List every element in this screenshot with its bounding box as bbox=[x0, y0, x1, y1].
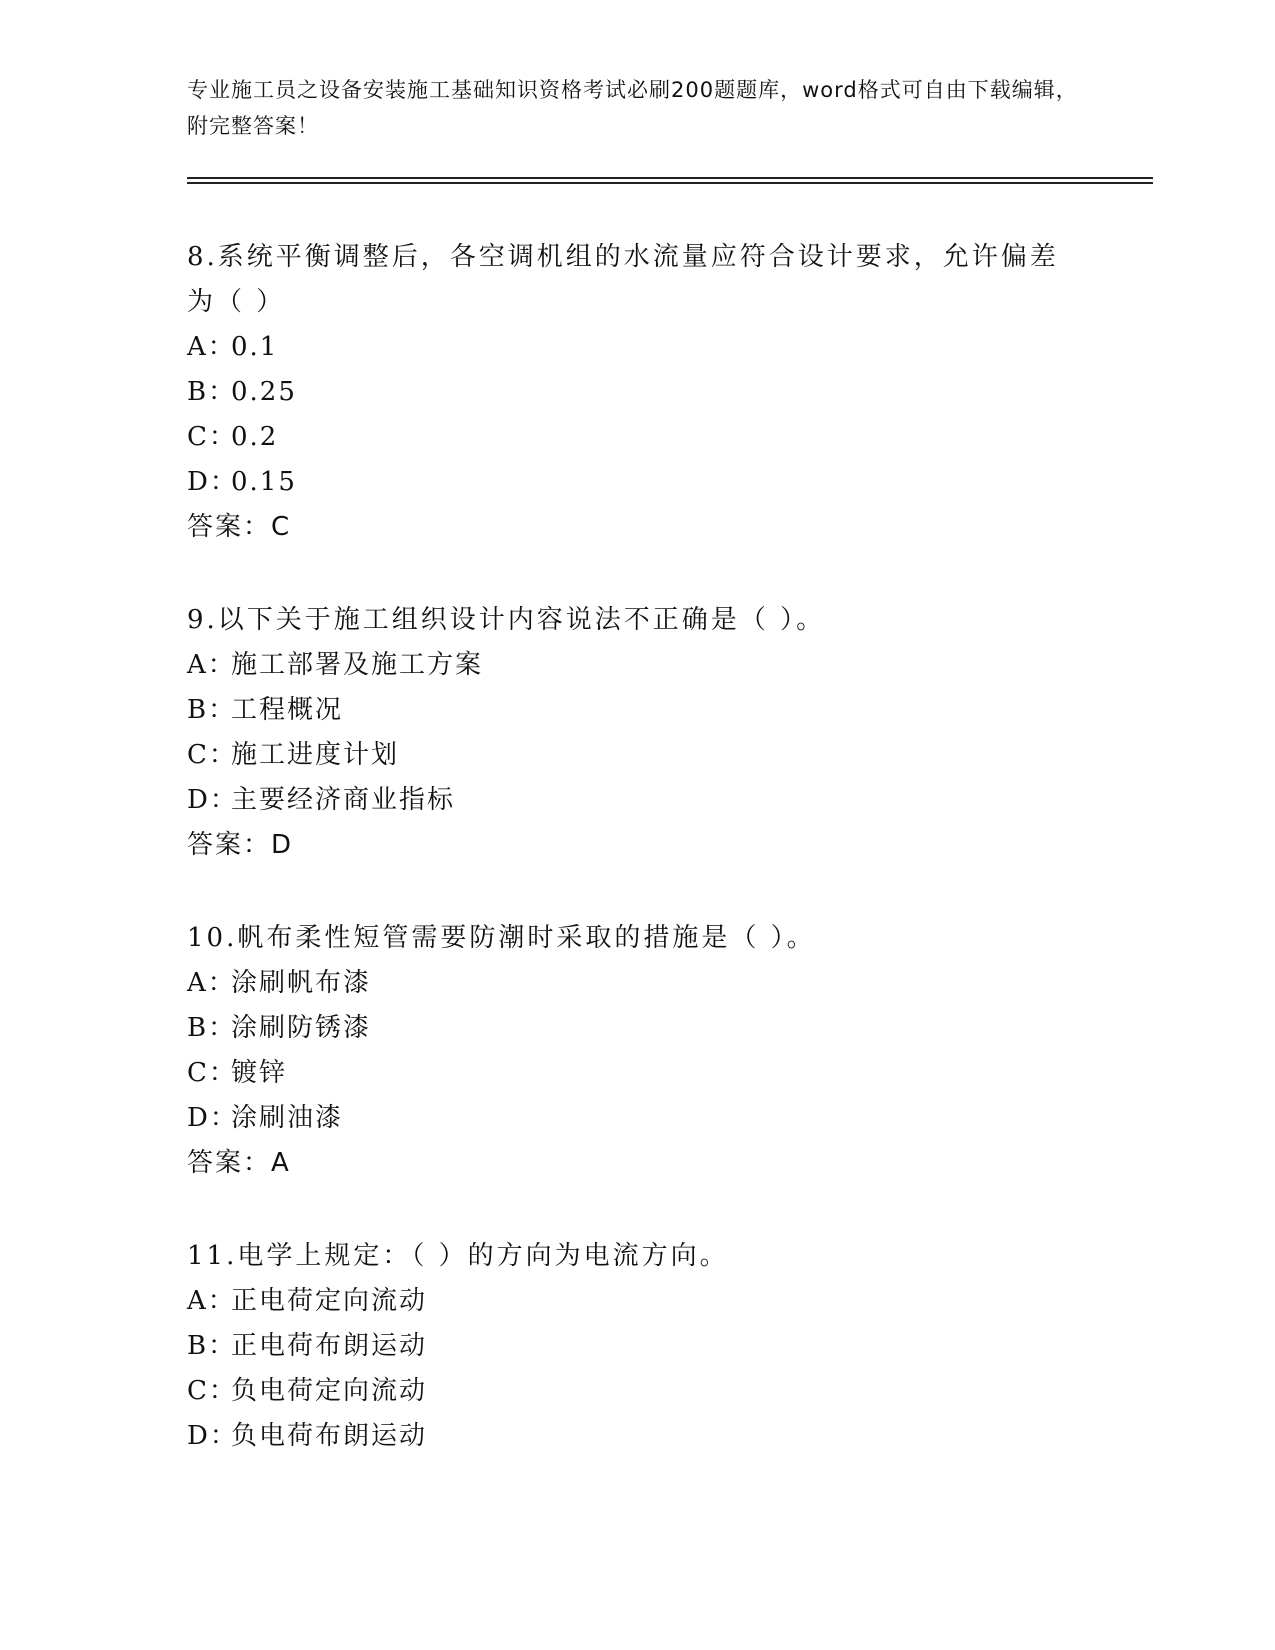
option-text: 镀锌 bbox=[231, 1058, 288, 1088]
option-c bbox=[187, 415, 1067, 460]
option-text: 施工部署及施工方案 bbox=[231, 650, 484, 680]
option-key: A： bbox=[187, 650, 236, 680]
option-text: 施工进度计划 bbox=[231, 740, 400, 770]
option-text: 涂刷油漆 bbox=[231, 1103, 344, 1133]
option-key: D： bbox=[187, 1103, 238, 1133]
option-key: D： bbox=[187, 467, 238, 497]
option-text: 主要经济商业指标 bbox=[231, 785, 456, 815]
option-b bbox=[187, 1006, 1067, 1051]
option-text: 负电荷布朗运动 bbox=[231, 1421, 428, 1451]
option-text: 工程概况 bbox=[231, 695, 344, 725]
option-text: 正电荷定向流动 bbox=[231, 1286, 428, 1316]
option-a bbox=[187, 325, 1067, 370]
option-a bbox=[187, 1279, 1067, 1324]
option-b bbox=[187, 688, 1067, 733]
option-text: 0.2 bbox=[231, 422, 279, 452]
option-key: A： bbox=[187, 1286, 236, 1316]
question-8 bbox=[187, 235, 1067, 550]
question-9 bbox=[187, 598, 1067, 868]
option-key: C： bbox=[187, 1058, 237, 1088]
option-key: B： bbox=[187, 1331, 237, 1361]
option-key: C： bbox=[187, 1376, 237, 1406]
document-header: 专业施工员之设备安装施工基础知识资格考试必刷200题题库，word格式可自由下载编辑，附完整答案！ bbox=[187, 78, 1078, 138]
option-a bbox=[187, 961, 1067, 1006]
option-key: B： bbox=[187, 1013, 237, 1043]
option-key: D： bbox=[187, 785, 238, 815]
question-11 bbox=[187, 1234, 1067, 1459]
option-key: B： bbox=[187, 695, 237, 725]
option-text: 0.1 bbox=[231, 332, 279, 362]
option-key: A： bbox=[187, 968, 236, 998]
option-text: 涂刷防锈漆 bbox=[231, 1013, 372, 1043]
header-divider-top bbox=[187, 177, 1153, 179]
option-b bbox=[187, 370, 1067, 415]
option-a bbox=[187, 643, 1067, 688]
question-10 bbox=[187, 916, 1067, 1186]
answer: 答案：D bbox=[187, 830, 294, 860]
option-text: 0.15 bbox=[231, 467, 297, 497]
option-key: C： bbox=[187, 422, 237, 452]
option-c bbox=[187, 1051, 1067, 1096]
header-divider-bottom bbox=[187, 182, 1153, 184]
answer: 答案：A bbox=[187, 1148, 291, 1178]
question-stem: 10.帆布柔性短管需要防潮时采取的措施是（ ）。 bbox=[187, 923, 816, 953]
option-d bbox=[187, 460, 1067, 505]
option-key: C： bbox=[187, 740, 237, 770]
option-d bbox=[187, 778, 1067, 823]
option-key: D： bbox=[187, 1421, 238, 1451]
answer: 答案：C bbox=[187, 512, 292, 542]
option-key: A： bbox=[187, 332, 236, 362]
question-stem: 11.电学上规定：（ ）的方向为电流方向。 bbox=[187, 1241, 729, 1271]
question-stem: 8.系统平衡调整后，各空调机组的水流量应符合设计要求，允许偏差为（ ） bbox=[187, 242, 1059, 317]
option-c bbox=[187, 733, 1067, 778]
option-text: 涂刷帆布漆 bbox=[231, 968, 372, 998]
option-c bbox=[187, 1369, 1067, 1414]
option-key: B： bbox=[187, 377, 237, 407]
option-d bbox=[187, 1096, 1067, 1141]
option-text: 0.25 bbox=[231, 377, 297, 407]
option-text: 负电荷定向流动 bbox=[231, 1376, 428, 1406]
option-d bbox=[187, 1414, 1067, 1459]
question-stem: 9.以下关于施工组织设计内容说法不正确是（ ）。 bbox=[187, 605, 826, 635]
option-b bbox=[187, 1324, 1067, 1369]
option-text: 正电荷布朗运动 bbox=[231, 1331, 428, 1361]
